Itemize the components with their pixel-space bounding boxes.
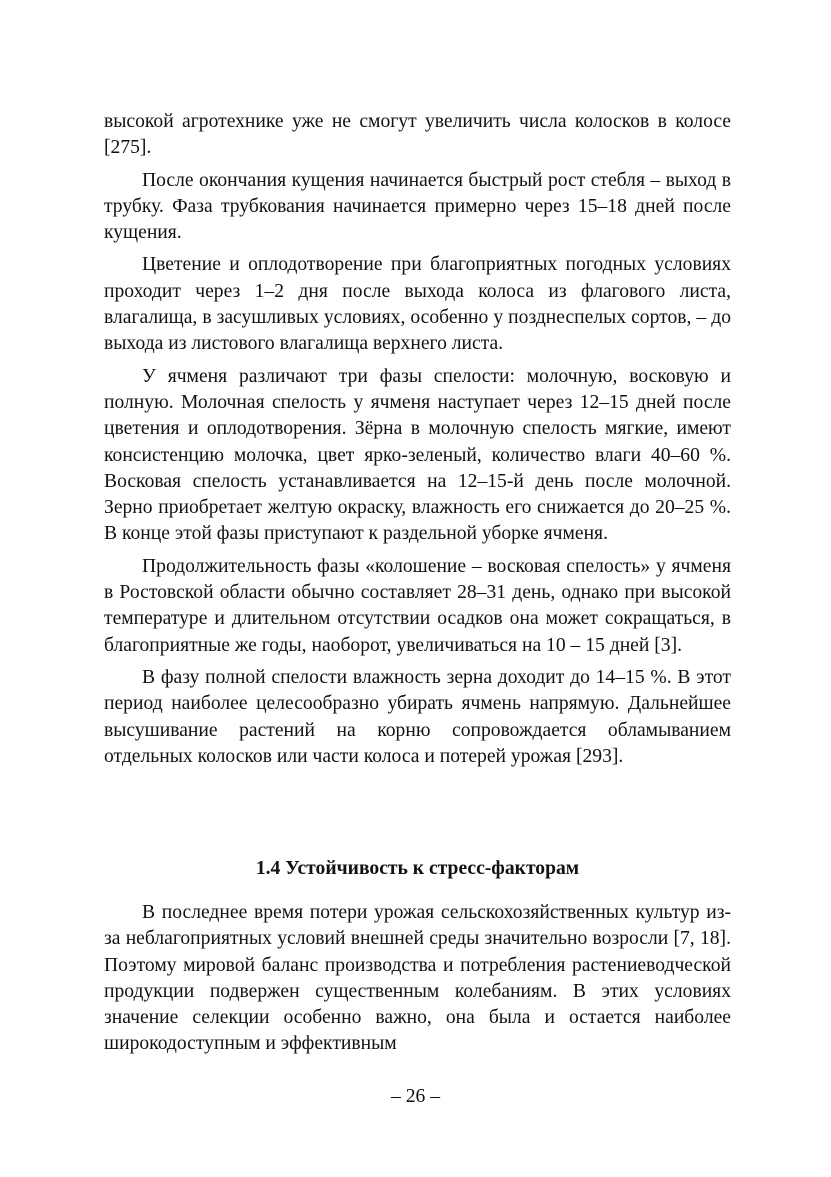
- paragraph-tube-phase: После окончания кущения начинается быстрый рост стебля – выход в трубку. Фаза трубкования начинается примерно через 15–18 дней после кущения.: [104, 169, 731, 244]
- body-text: [104, 109, 731, 776]
- section-body-text: [104, 900, 731, 1064]
- page-number: – 26 –: [391, 1086, 440, 1107]
- paragraph-ripeness-phases: У ячменя различают три фазы спелости: молочную, восковую и полную. Молочная спелость у ячменя наступает через 12–15 дней после цветения и оплодотворения. Зёрна в молочную спелость мягкие, имеют консистенцию молочка, цвет ярко-зеленый, количество влаги 40–60 %. Восковая спелость устанавливается на 12–15-й день после молочной. Зерно приобретает желтую окраску, влажность его снижается до 20–25 %. В конце этой фазы приступают к раздельной уборке ячменя.: [104, 365, 731, 545]
- paragraph-stress-intro: В последнее время потери урожая сельскохозяйственных культур из-за неблагоприятных условий внешней среды значительно возросли [7, 18]. Поэтому мировой баланс производства и потребления растениеводческой продукции подвержен существенным колебаниям. В этих условиях значение селекции особенно важно, она была и остается наиболее широкодоступным и эффективным: [104, 902, 731, 1055]
- paragraph-continuation: высокой агротехнике уже не смогут увеличить числа колосков в колосе [275].: [104, 111, 731, 159]
- paragraph-phase-duration: Продолжительность фазы «колошение – восковая спелость» у ячменя в Ростовской области обычно составляет 28–31 день, однако при высокой температуре и длительном отсутствии осадков она может сокращаться, в благоприятные же годы, наоборот, увеличиваться на 10 – 15 дней [3].: [104, 555, 731, 656]
- paragraph-full-ripeness: В фазу полной спелости влажность зерна доходит до 14–15 %. В этот период наиболее целесообразно убирать ячмень напрямую. Дальнейшее высушивание растений на корню сопровождается обламыванием отдельных колосков или части колоса и потерей урожая [293].: [104, 666, 731, 767]
- section-heading: 1.4 Устойчивость к стресс-факторам: [255, 858, 580, 879]
- paragraph-flowering: Цветение и оплодотворение при благоприятных погодных условиях проходит через 1–2 дня после выхода колоса из флагового листа, влагалища, в засушливых условиях, особенно у позднеспелых сортов, – до выхода из листового влагалища верхнего листа.: [104, 254, 731, 355]
